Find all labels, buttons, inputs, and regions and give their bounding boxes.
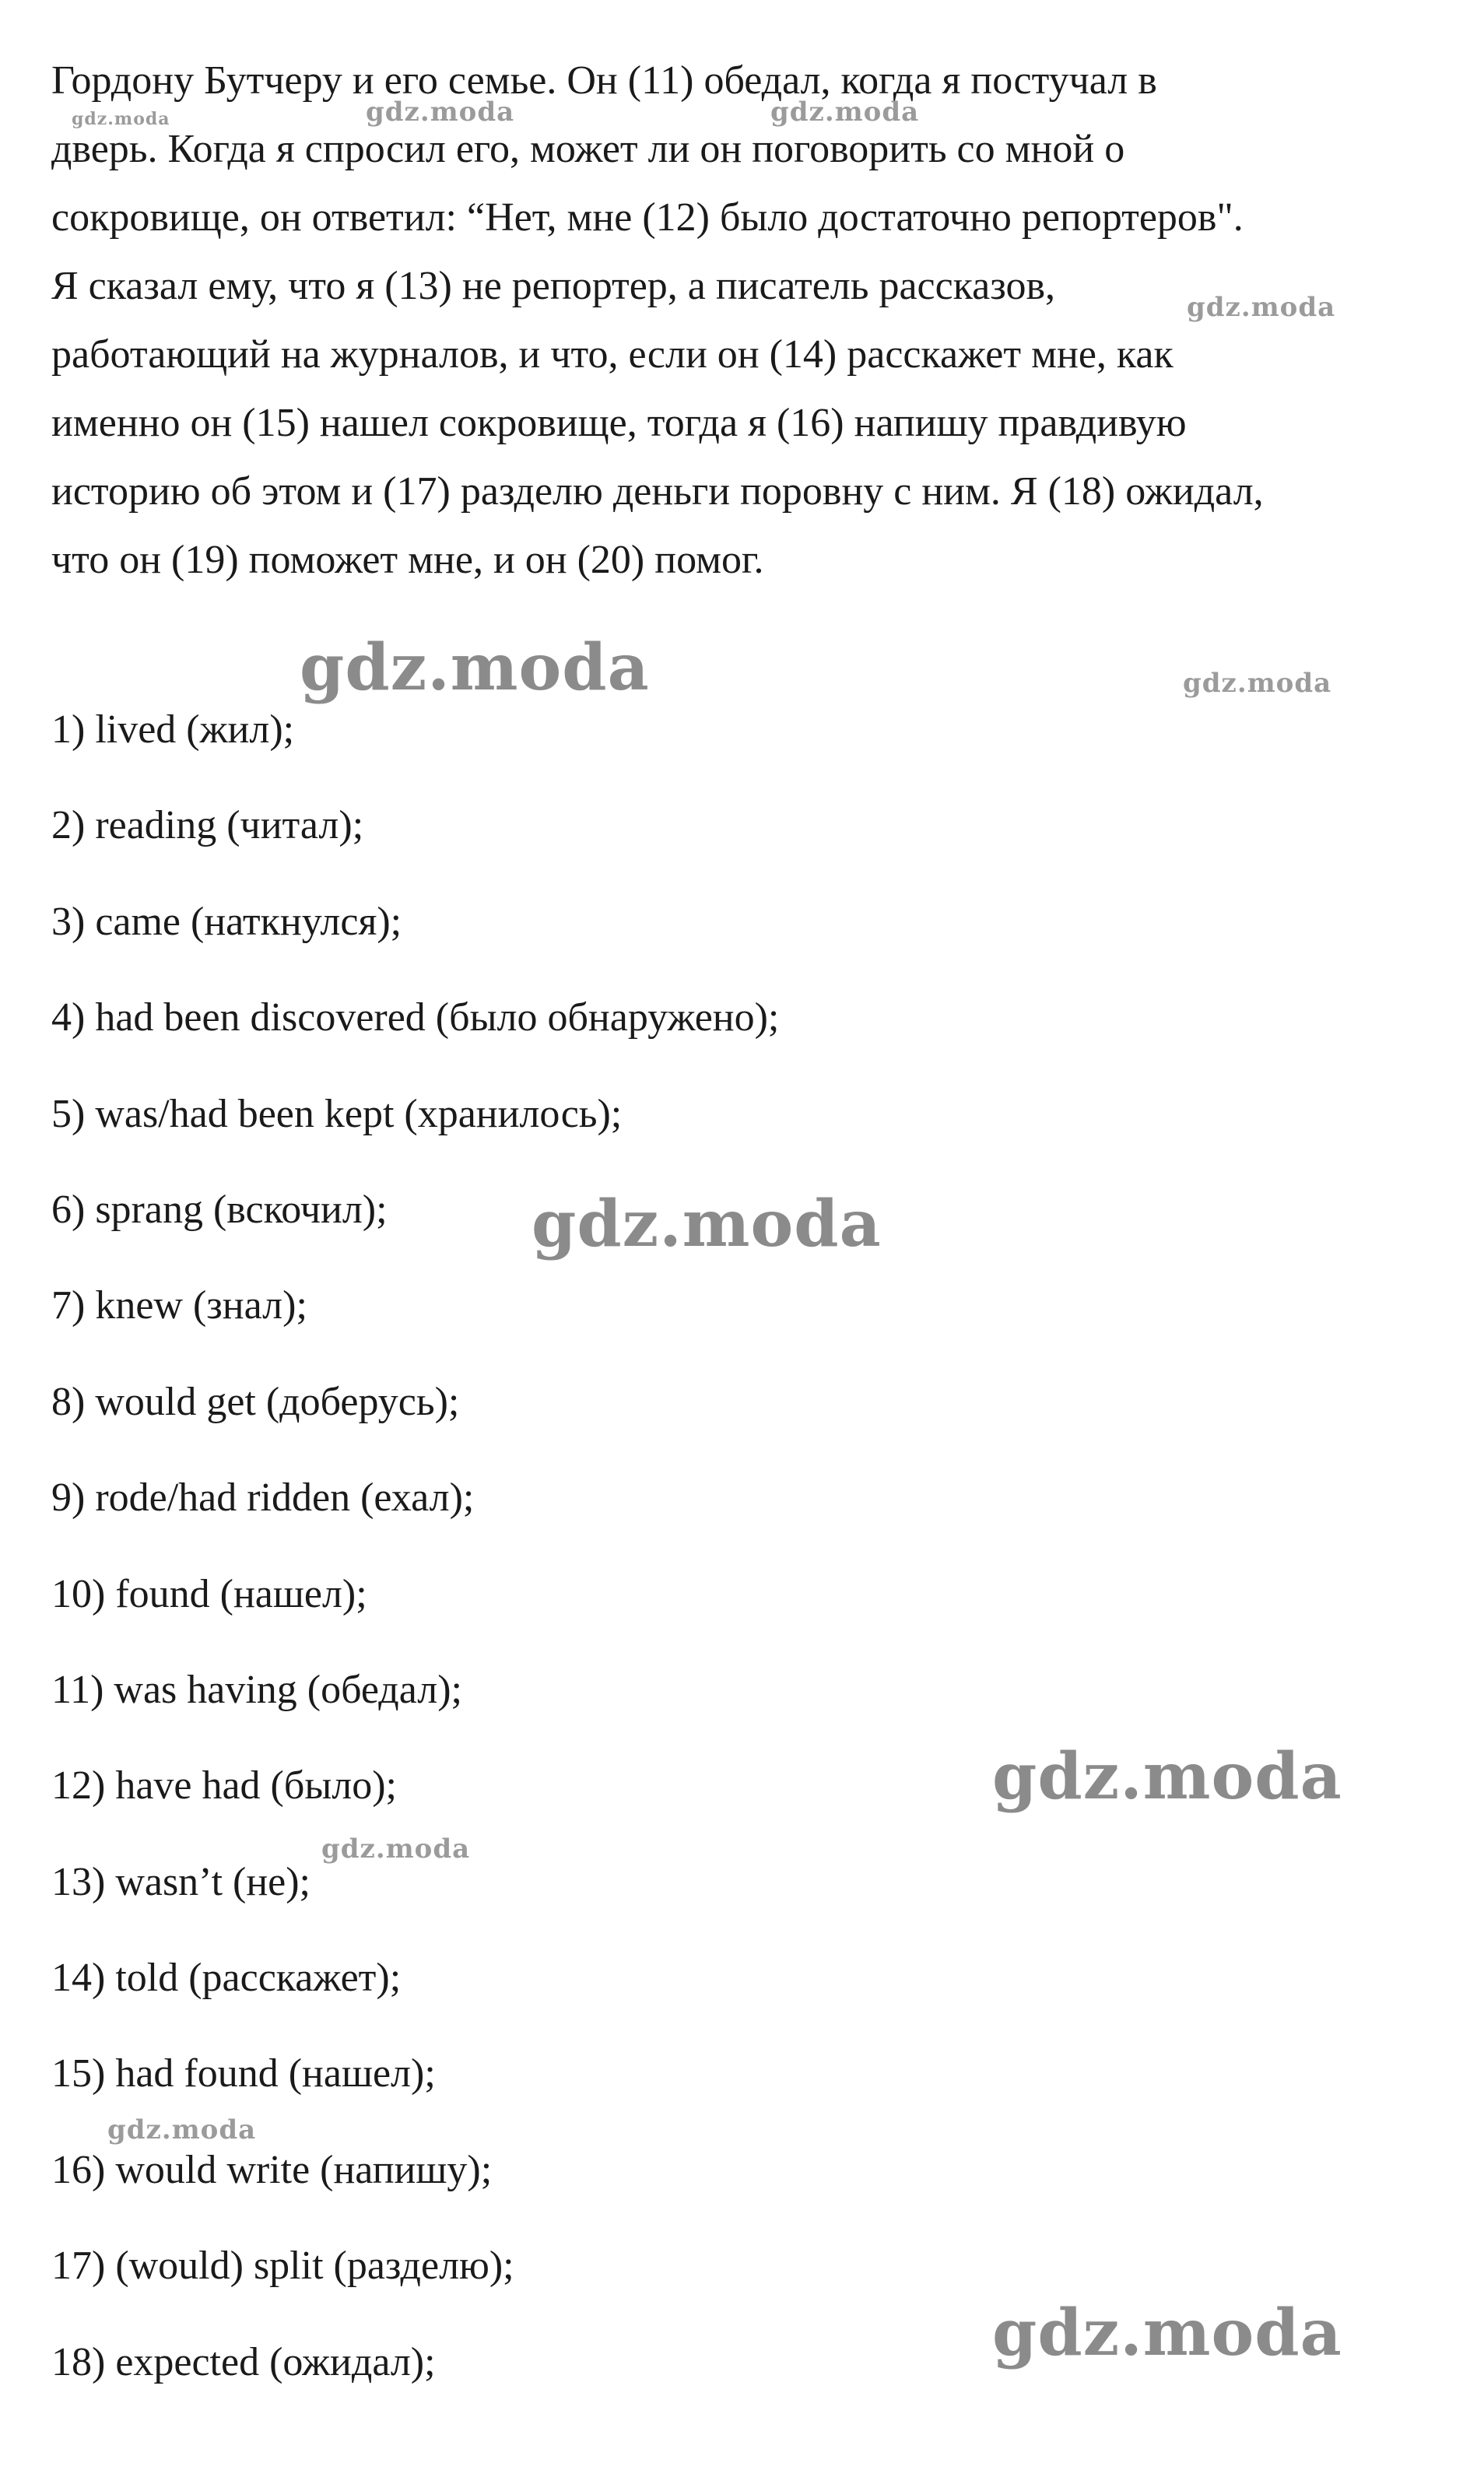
paragraph-line: Гордону Бутчеру и его семье. Он (11) обедал, когда я постучал в xyxy=(51,58,1157,103)
paragraph-line: Я сказал ему, что я (13) не репортер, а писатель рассказов, xyxy=(51,264,1056,308)
paragraph-line: историю об этом и (17) разделю деньги поровну с ним. Я (18) ожидал, xyxy=(51,469,1264,514)
answer-item: 6) sprang (вскочил); xyxy=(51,1187,388,1232)
paragraph-line: сокровище, он ответил: “Нет, мне (12) было достаточно репортеров". xyxy=(51,195,1244,240)
answer-item: 7) knew (знал); xyxy=(51,1283,307,1328)
answer-item: 16) would write (напишу); xyxy=(51,2147,493,2192)
watermark: gdz.moda xyxy=(1187,292,1336,323)
watermark: gdz.moda xyxy=(366,96,515,128)
watermark: gdz.moda xyxy=(300,630,650,705)
answer-item: 14) told (расскажет); xyxy=(51,1956,402,2001)
paragraph-line: что он (19) поможет мне, и он (20) помог. xyxy=(51,538,764,582)
paragraph-line: работающий на журналов, и что, если он (14) расскажет мне, как xyxy=(51,332,1174,377)
answer-item: 10) found (нашел); xyxy=(51,1571,367,1616)
paragraph-line: именно он (15) нашел сокровище, тогда я (16) напишу правдивую xyxy=(51,401,1187,445)
answer-item: 13) wasn’t (не); xyxy=(51,1859,310,1904)
answer-item: 1) lived (жил); xyxy=(51,707,295,752)
answer-item: 18) expected (ожидал); xyxy=(51,2339,436,2384)
watermark: gdz.moda xyxy=(107,2114,257,2145)
watermark: gdz.moda xyxy=(992,2296,1342,2370)
answer-item: 5) was/had been kept (хранилось); xyxy=(51,1091,623,1136)
answer-list xyxy=(51,707,1374,2435)
answer-item: 2) reading (читал); xyxy=(51,803,364,848)
answer-item: 11) was having (обедал); xyxy=(51,1667,462,1712)
translation-paragraph xyxy=(51,47,1421,595)
answer-item: 8) would get (доберусь); xyxy=(51,1379,460,1424)
watermark: gdz.moda xyxy=(1183,668,1332,699)
answer-item: 12) have had (было); xyxy=(51,1763,397,1809)
watermark: gdz.moda xyxy=(72,109,170,129)
watermark: gdz.moda xyxy=(770,96,920,128)
answer-item: 17) (would) split (разделю); xyxy=(51,2244,514,2289)
answer-item: 3) came (наткнулся); xyxy=(51,899,402,944)
watermark: gdz.moda xyxy=(992,1739,1342,1814)
answer-item: 4) had been discovered (было обнаружено); xyxy=(51,995,780,1040)
answer-item: 9) rode/had ridden (ехал); xyxy=(51,1475,475,1521)
paragraph-line: дверь. Когда я спросил его, может ли он поговорить со мной о xyxy=(51,127,1125,171)
answer-item: 15) had found (нашел); xyxy=(51,2051,436,2096)
watermark: gdz.moda xyxy=(321,1833,471,1865)
watermark: gdz.moda xyxy=(532,1187,882,1261)
